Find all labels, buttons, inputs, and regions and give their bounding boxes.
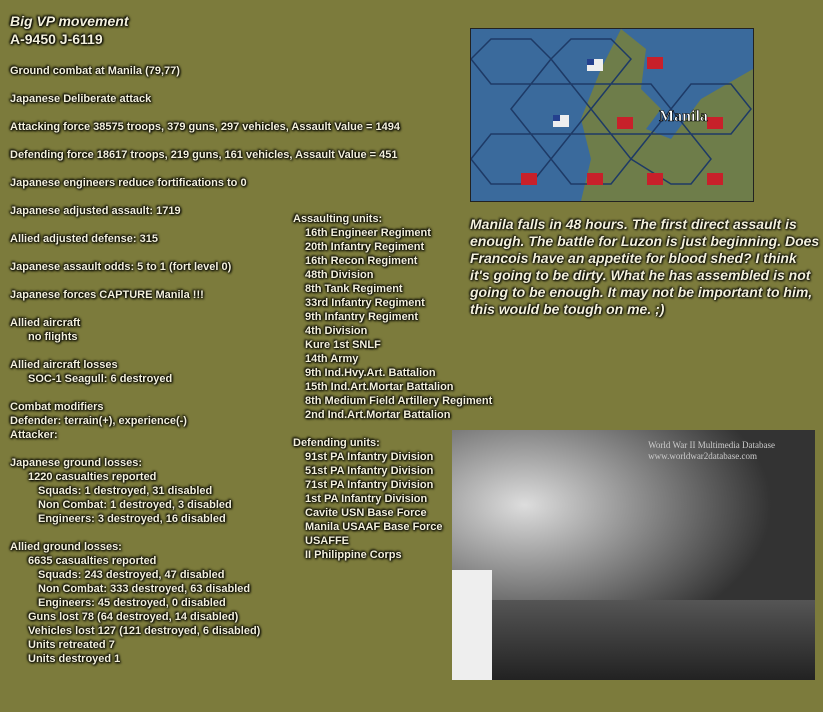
report-line: Attacking force 38575 troops, 379 guns, 297 vehicles, Assault Value = 1494 xyxy=(10,121,400,133)
report-line: Combat modifiers xyxy=(10,401,104,413)
watermark-line: www.worldwar2database.com xyxy=(648,451,758,461)
report-line: Japanese Deliberate attack xyxy=(10,93,152,105)
report-line: Defender: terrain(+), experience(-) xyxy=(10,415,187,427)
assaulting-units xyxy=(293,212,492,422)
unit-item: 2nd Ind.Art.Mortar Battalion xyxy=(305,409,451,421)
report-line: Engineers: 3 destroyed, 16 disabled xyxy=(38,513,226,525)
map-image xyxy=(470,28,754,202)
unit-item: Cavite USN Base Force xyxy=(305,507,427,519)
report-line: Allied aircraft xyxy=(10,317,81,329)
report-line: Squads: 243 destroyed, 47 disabled xyxy=(38,569,225,581)
unit-item: 8th Tank Regiment xyxy=(305,283,403,295)
unit-item: II Philippine Corps xyxy=(305,549,402,561)
commentary: Manila falls in 48 hours. The first direct assault is enough. The battle for Luzon is just beginning. Does Francois have an appetite for blood shed? I think it's going to be dirty. What he has assembled is not going to be enough. It may not be important to him, this would be tough on me. ;) xyxy=(470,216,820,317)
report-line: Engineers: 45 destroyed, 0 disabled xyxy=(38,597,226,609)
unit-item: 48th Division xyxy=(305,269,374,281)
report-line: Squads: 1 destroyed, 31 disabled xyxy=(38,485,213,497)
report-line: Japanese adjusted assault: 1719 xyxy=(10,205,181,217)
report-line: Non Combat: 1 destroyed, 3 disabled xyxy=(38,499,232,511)
watermark-line: World War II Multimedia Database xyxy=(648,440,775,450)
report-line: Ground combat at Manila (79,77) xyxy=(10,65,180,77)
unit-item: 1st PA Infantry Division xyxy=(305,493,428,505)
report-line: Japanese ground losses: xyxy=(10,457,143,469)
report-line: Japanese forces CAPTURE Manila !!! xyxy=(10,289,204,301)
report-line: Allied ground losses: xyxy=(10,541,122,553)
report-line: Allied aircraft losses xyxy=(10,359,118,371)
report-line: Attacker: xyxy=(10,429,58,441)
unit-item: USAFFE xyxy=(305,535,349,547)
photo-watermark xyxy=(648,440,775,462)
report-line: Units destroyed 1 xyxy=(28,653,121,665)
post-title: Big VP movement xyxy=(10,13,129,29)
defending-heading: Defending units: xyxy=(293,437,380,449)
report-line: Japanese assault odds: 5 to 1 (fort level 0) xyxy=(10,261,232,273)
unit-item: 91st PA Infantry Division xyxy=(305,451,434,463)
unit-item: 8th Medium Field Artillery Regiment xyxy=(305,395,493,407)
unit-item: 15th Ind.Art.Mortar Battalion xyxy=(305,381,454,393)
unit-item: 16th Engineer Regiment xyxy=(305,227,431,239)
report-line: Vehicles lost 127 (121 destroyed, 6 disabled) xyxy=(28,625,261,637)
unit-item: Kure 1st SNLF xyxy=(305,339,381,351)
report-line: Guns lost 78 (64 destroyed, 14 disabled) xyxy=(28,611,239,623)
report-line: 1220 casualties reported xyxy=(28,471,157,483)
unit-item: 4th Division xyxy=(305,325,368,337)
report-line: SOC-1 Seagull: 6 destroyed xyxy=(28,373,173,385)
report-line: Units retreated 7 xyxy=(28,639,115,651)
assaulting-heading: Assaulting units: xyxy=(293,213,383,225)
report-line: Allied adjusted defense: 315 xyxy=(10,233,158,245)
unit-item: 14th Army xyxy=(305,353,359,365)
unit-item: Manila USAAF Base Force xyxy=(305,521,443,533)
unit-item: 16th Recon Regiment xyxy=(305,255,418,267)
report-line: Japanese engineers reduce fortifications to 0 xyxy=(10,177,247,189)
report-line: Non Combat: 333 destroyed, 63 disabled xyxy=(38,583,251,595)
unit-item: 20th Infantry Regiment xyxy=(305,241,425,253)
unit-item: 9th Ind.Hvy.Art. Battalion xyxy=(305,367,436,379)
map-label: Manila xyxy=(659,108,708,125)
unit-item: 71st PA Infantry Division xyxy=(305,479,434,491)
report-line: 6635 casualties reported xyxy=(28,555,157,567)
hex-map xyxy=(471,29,753,201)
post-subtitle: A-9450 J-6119 xyxy=(10,31,103,47)
unit-item: 33rd Infantry Regiment xyxy=(305,297,425,309)
report-line: Defending force 18617 troops, 219 guns, 161 vehicles, Assault Value = 451 xyxy=(10,149,398,161)
defending-units xyxy=(293,436,443,562)
unit-item: 51st PA Infantry Division xyxy=(305,465,434,477)
unit-item: 9th Infantry Regiment xyxy=(305,311,419,323)
report-line: no flights xyxy=(28,331,78,343)
manila-fire-photo xyxy=(452,430,815,680)
